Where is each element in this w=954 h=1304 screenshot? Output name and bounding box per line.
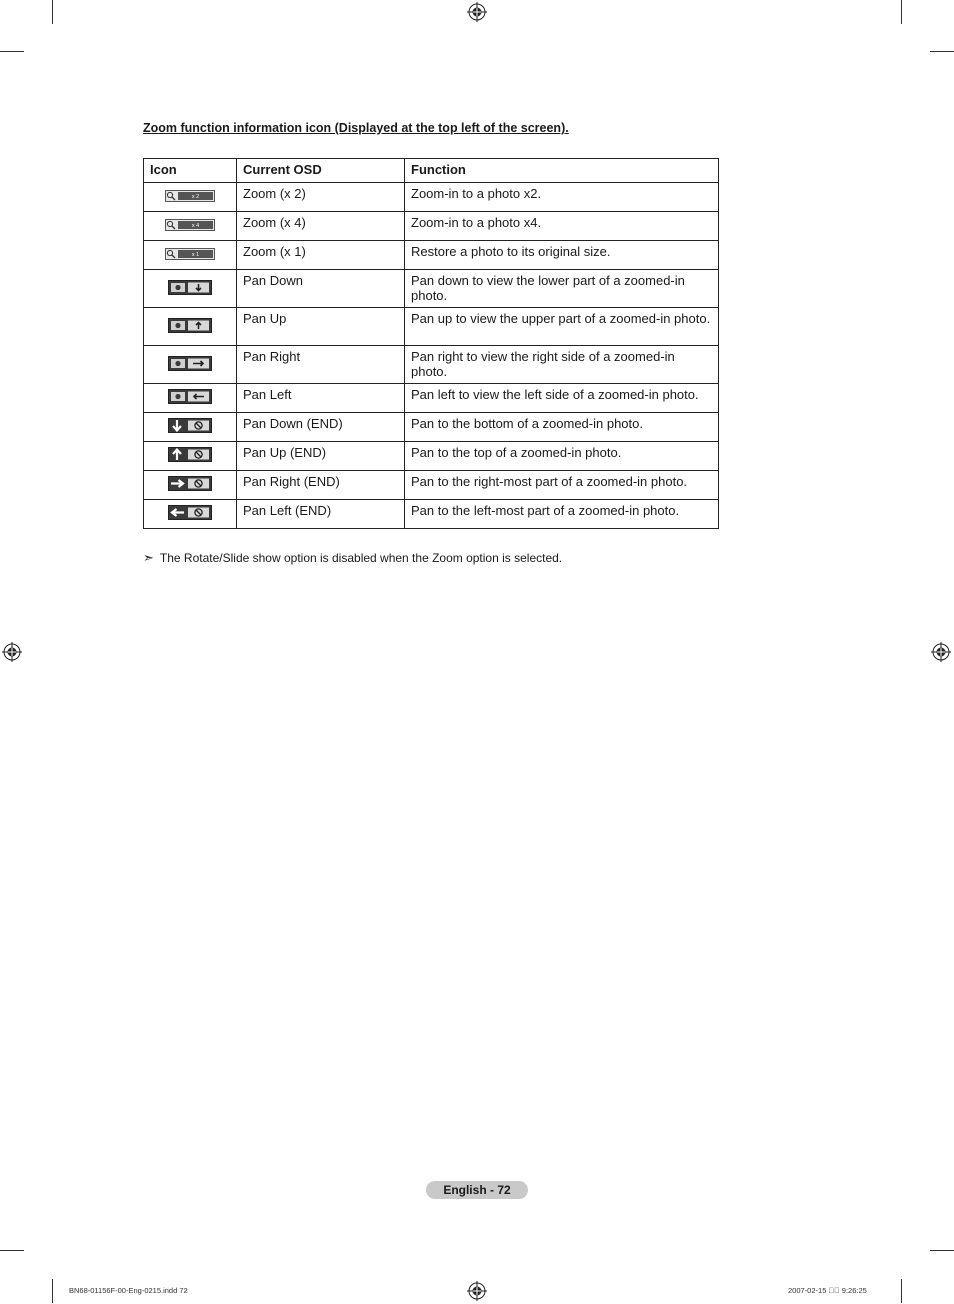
icon-cell [144,183,237,212]
footer-file-info: BN68-01156F-00-Eng-0215.indd 72 [69,1286,188,1295]
crop-mark [901,1279,902,1303]
table-row [144,442,719,471]
table-row [144,471,719,500]
function-cell: Pan to the left-most part of a zoomed-in photo. [405,500,719,529]
crop-mark [52,1279,53,1303]
zoom-level-label: x 1 [191,251,200,258]
zoom-icon-table [143,158,719,529]
table-row [144,241,719,270]
osd-cell: Pan Left [237,384,405,413]
icon-cell [144,384,237,413]
osd-cell: Pan Up [237,308,405,346]
pan-left-icon [168,389,212,404]
section-heading: Zoom function information icon (Displayed at the top left of the screen). [143,121,569,135]
icon-cell [144,270,237,308]
osd-cell: Pan Down (END) [237,413,405,442]
function-cell: Pan down to view the lower part of a zoomed-in photo. [405,270,719,308]
osd-cell: Pan Down [237,270,405,308]
osd-cell: Pan Up (END) [237,442,405,471]
table-row [144,346,719,384]
icon-cell [144,212,237,241]
table-row [144,270,719,308]
osd-cell: Zoom (x 2) [237,183,405,212]
table-row [144,308,719,346]
pan-up-end-icon [168,447,212,462]
function-cell: Restore a photo to its original size. [405,241,719,270]
function-cell: Pan right to view the right side of a zoomed-in photo. [405,346,719,384]
pan-right-icon [168,356,212,371]
function-cell: Pan to the right-most part of a zoomed-in photo. [405,471,719,500]
note-arrow-icon: ➣ [143,550,154,565]
crop-mark [0,51,24,52]
icon-cell [144,500,237,529]
function-cell: Pan to the bottom of a zoomed-in photo. [405,413,719,442]
column-header-icon: Icon [144,159,237,183]
pan-left-end-icon [168,505,212,520]
footer-timestamp: 2007-02-15 ￿￿ 9:26:25 [788,1286,867,1295]
zoom-x1-icon [165,248,215,260]
icon-cell [144,442,237,471]
icon-cell [144,413,237,442]
function-cell: Zoom-in to a photo x4. [405,212,719,241]
table-row [144,384,719,413]
crop-mark [52,0,53,24]
icon-cell [144,346,237,384]
crop-mark [0,1250,24,1251]
function-cell: Zoom-in to a photo x2. [405,183,719,212]
table-header-row [144,159,719,183]
osd-cell: Pan Right (END) [237,471,405,500]
registration-mark-icon [2,642,22,662]
table-row [144,500,719,529]
osd-cell: Zoom (x 1) [237,241,405,270]
function-cell: Pan up to view the upper part of a zoomed-in photo. [405,308,719,346]
zoom-level-label: x 4 [191,222,200,229]
registration-mark-icon [467,2,487,22]
note [143,550,562,566]
column-header-current-osd: Current OSD [237,159,405,183]
icon-cell [144,308,237,346]
pan-down-icon [168,280,212,295]
osd-cell: Pan Right [237,346,405,384]
note-text: The Rotate/Slide show option is disabled when the Zoom option is selected. [159,551,563,565]
table-row [144,413,719,442]
icon-cell [144,471,237,500]
osd-cell: Zoom (x 4) [237,212,405,241]
crop-mark [930,51,954,52]
pan-right-end-icon [168,476,212,491]
zoom-x2-icon [165,190,215,202]
page-number-badge: English - 72 [426,1181,528,1199]
pan-down-end-icon [168,418,212,433]
registration-mark-icon [467,1281,487,1301]
zoom-x4-icon [165,219,215,231]
pan-up-icon [168,318,212,333]
zoom-level-label: x 2 [191,193,200,200]
column-header-function: Function [405,159,719,183]
table-row [144,212,719,241]
function-cell: Pan to the top of a zoomed-in photo. [405,442,719,471]
crop-mark [901,0,902,24]
table-row [144,183,719,212]
registration-mark-icon [931,642,951,662]
icon-cell [144,241,237,270]
osd-cell: Pan Left (END) [237,500,405,529]
function-cell: Pan left to view the left side of a zoomed-in photo. [405,384,719,413]
crop-mark [930,1250,954,1251]
